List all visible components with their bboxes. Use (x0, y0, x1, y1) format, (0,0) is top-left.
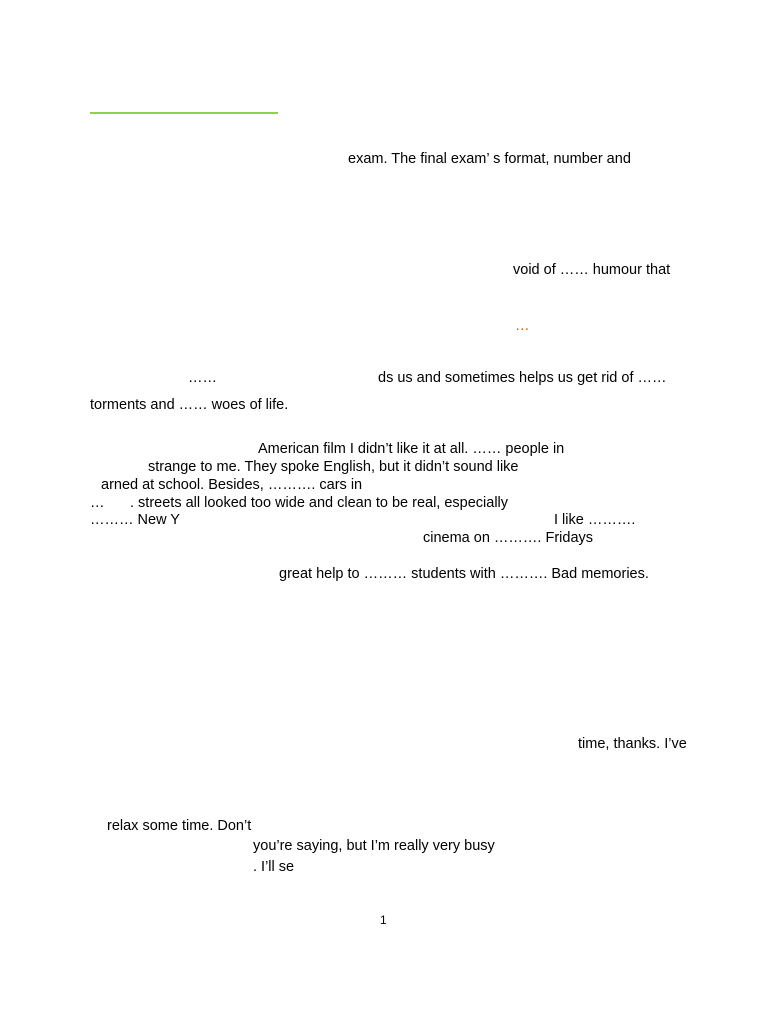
orange-ellipsis: … (515, 318, 530, 334)
text-line-3b: ds us and sometimes helps us get rid of …… (378, 370, 667, 386)
text-line-11: great help to ……… students with ………. Bad memories. (279, 566, 649, 582)
text-line-8a: … (90, 495, 105, 511)
page-number: 1 (380, 913, 387, 927)
text-line-2: void of …… humour that (513, 262, 671, 278)
text-line-9a: ……… New Y (90, 512, 180, 528)
text-line-3a: …… (188, 370, 217, 386)
text-line-13: relax some time. Don’t (107, 818, 252, 834)
text-line-10: cinema on ………. Fridays (423, 530, 594, 546)
text-line-12: time, thanks. I’ve (578, 736, 687, 752)
text-line-9b: I like ………. (554, 512, 636, 528)
text-line-8b: . streets all looked too wide and clean to be real, especially (130, 495, 509, 511)
text-line-14: you’re saying, but I’m really very busy (253, 838, 495, 854)
text-line-5: American film I didn’t like it at all. …… people in (258, 441, 565, 457)
text-line-4: torments and …… woes of life. (90, 397, 289, 413)
text-line-1: exam. The final exam’ s format, number and (348, 151, 631, 167)
text-line-6: strange to me. They spoke English, but it didn’t sound like (148, 459, 519, 475)
green-underline-rule (90, 112, 278, 114)
text-line-7: arned at school. Besides, ………. cars in (101, 477, 363, 493)
text-line-15: . I’ll se (253, 859, 295, 875)
